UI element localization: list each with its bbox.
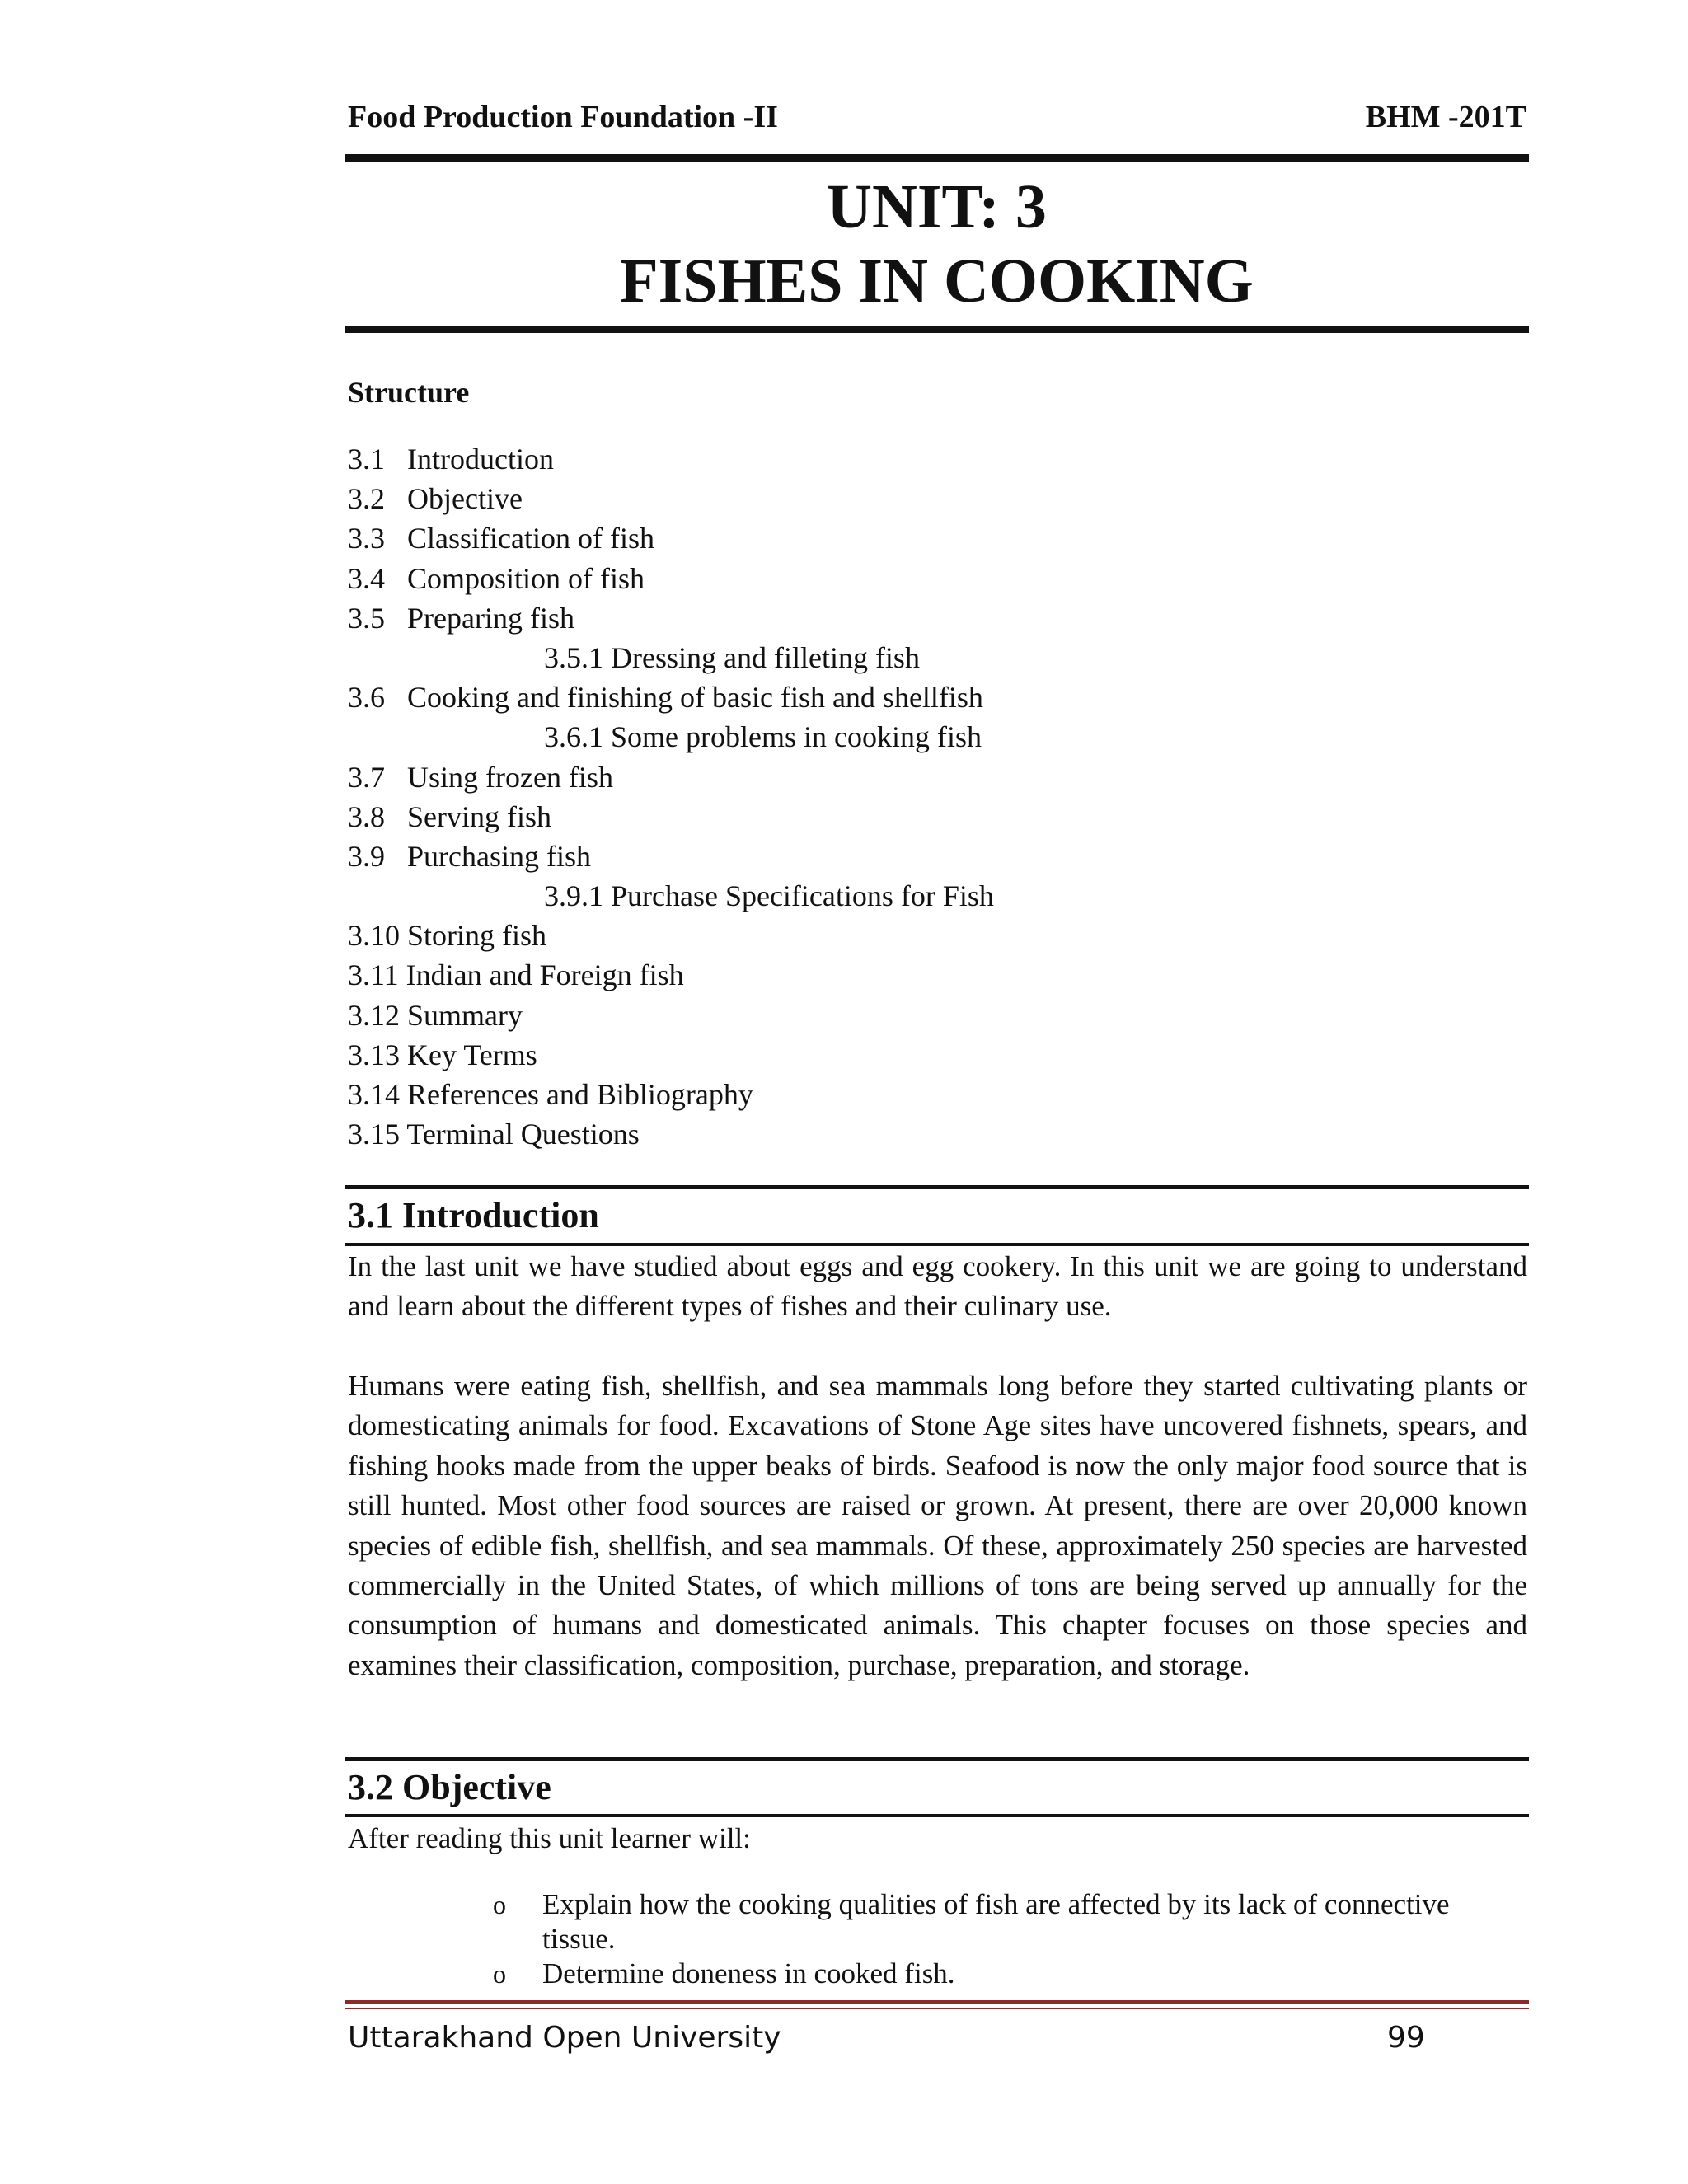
- structure-item: [348, 837, 1337, 876]
- structure-item: [348, 996, 1337, 1035]
- title-rule: [345, 326, 1529, 333]
- section-rule-bottom: [345, 1814, 1529, 1817]
- structure-item: [348, 638, 1337, 677]
- footer-rule-thin: [345, 2008, 1529, 2009]
- structure-item: [348, 757, 1337, 797]
- structure-heading: Structure: [348, 376, 470, 409]
- structure-item-label: 3.6.1 Some problems in cooking fish: [544, 720, 982, 754]
- structure-item-number: 3.7: [348, 760, 385, 794]
- introduction-paragraph-2: Humans were eating fish, shellfish, and sea mammals long before they started cultivating plants or domesticating animals for food. Excavations of Stone Age sites have uncovered fishnets, spears, and fishing hooks made from the upper beaks of birds. Seafood is now the only major food source that is still hunted. Most other food sources are raised or grown. At present, there are over 20,000 known species of edible fish, shellfish, and sea mammals. Of these, approximately 250 species are harvested commercially in the United States, of which millions of tons are being served up annually for the consumption of humans and domesticated animals. This chapter focuses on those species and examines their classification, composition, purchase, preparation, and storage.: [348, 1370, 1527, 1681]
- structure-item-number: 3.1: [348, 443, 385, 476]
- structure-item-number: 3.4: [348, 561, 385, 595]
- structure-item: [348, 598, 1337, 638]
- structure-item-label: Preparing fish: [407, 601, 574, 635]
- structure-item-label: Serving fish: [407, 799, 551, 833]
- objective-item: [493, 1957, 1498, 1991]
- structure-item-number: 3.3: [348, 522, 385, 555]
- structure-item-label: 3.5.1 Dressing and filleting fish: [544, 640, 920, 674]
- structure-item-label: 3.12 Summary: [348, 998, 523, 1032]
- introduction-heading: 3.1 Introduction: [348, 1195, 599, 1235]
- structure-item-label: 3.13 Key Terms: [348, 1038, 537, 1071]
- structure-item-number: 3.5: [348, 601, 385, 635]
- structure-item-label: Composition of fish: [407, 561, 645, 595]
- structure-item-label: 3.14 References and Bibliography: [348, 1078, 753, 1111]
- structure-item: [348, 797, 1337, 837]
- structure-item-label: Objective: [407, 482, 523, 516]
- section-rule-top: [345, 1757, 1529, 1761]
- structure-item: [348, 1075, 1337, 1114]
- course-title: Food Production Foundation -II: [348, 100, 778, 134]
- structure-item-label: 3.10 Storing fish: [348, 919, 547, 953]
- structure-item-number: 3.6: [348, 681, 385, 715]
- structure-item: [348, 717, 1337, 757]
- unit-title: FISHES IN COOKING: [620, 246, 1254, 316]
- structure-item: [348, 955, 1337, 995]
- structure-item-number: 3.8: [348, 799, 385, 833]
- page-number: 99: [1387, 2021, 1425, 2055]
- structure-item: [348, 1114, 1337, 1154]
- bullet-icon: o: [493, 1890, 506, 1919]
- structure-item-label: Cooking and finishing of basic fish and shellfish: [407, 681, 983, 715]
- university-name: Uttarakhand Open University: [348, 2021, 781, 2055]
- structure-item-label: Purchasing fish: [407, 839, 591, 873]
- structure-item: [348, 677, 1337, 717]
- structure-item: [348, 439, 1337, 479]
- structure-item-label: 3.11 Indian and Foreign fish: [348, 958, 684, 992]
- course-code: BHM -201T: [1365, 100, 1526, 134]
- structure-item: [348, 916, 1337, 955]
- structure-item-number: 3.2: [348, 482, 385, 516]
- objective-intro: After reading this unit learner will:: [348, 1822, 751, 1854]
- structure-item-label: 3.9.1 Purchase Specifications for Fish: [544, 879, 994, 913]
- structure-item: [348, 479, 1337, 518]
- structure-item: [348, 876, 1337, 916]
- objective-item-text: Determine doneness in cooked fish.: [542, 1957, 955, 1990]
- section-rule-top: [345, 1185, 1529, 1189]
- structure-item: [348, 518, 1337, 558]
- footer-rule-thick: [345, 2000, 1529, 2004]
- unit-number: UNIT: 3: [827, 172, 1047, 241]
- structure-item-label: 3.15 Terminal Questions: [348, 1118, 640, 1151]
- structure-item-label: Introduction: [407, 443, 554, 476]
- structure-item-number: 3.9: [348, 839, 385, 873]
- structure-item-label: Classification of fish: [407, 522, 654, 555]
- structure-item: [348, 1035, 1337, 1075]
- objective-item-text: Explain how the cooking qualities of fish are affected by its lack of connective tissue.: [542, 1888, 1450, 1955]
- objective-list: [493, 1887, 1498, 1991]
- bullet-icon: o: [493, 1959, 506, 1989]
- structure-item-label: Using frozen fish: [407, 760, 613, 794]
- objective-heading: 3.2 Objective: [348, 1767, 551, 1807]
- header-rule: [345, 154, 1529, 162]
- introduction-paragraph-1: In the last unit we have studied about eggs and egg cookery. In this unit we are going to understand and learn about the different types of fishes and their culinary use.: [348, 1250, 1527, 1323]
- objective-item: [493, 1887, 1498, 1957]
- structure-list: [348, 439, 1337, 1154]
- section-rule-bottom: [345, 1243, 1529, 1246]
- structure-item: [348, 559, 1337, 598]
